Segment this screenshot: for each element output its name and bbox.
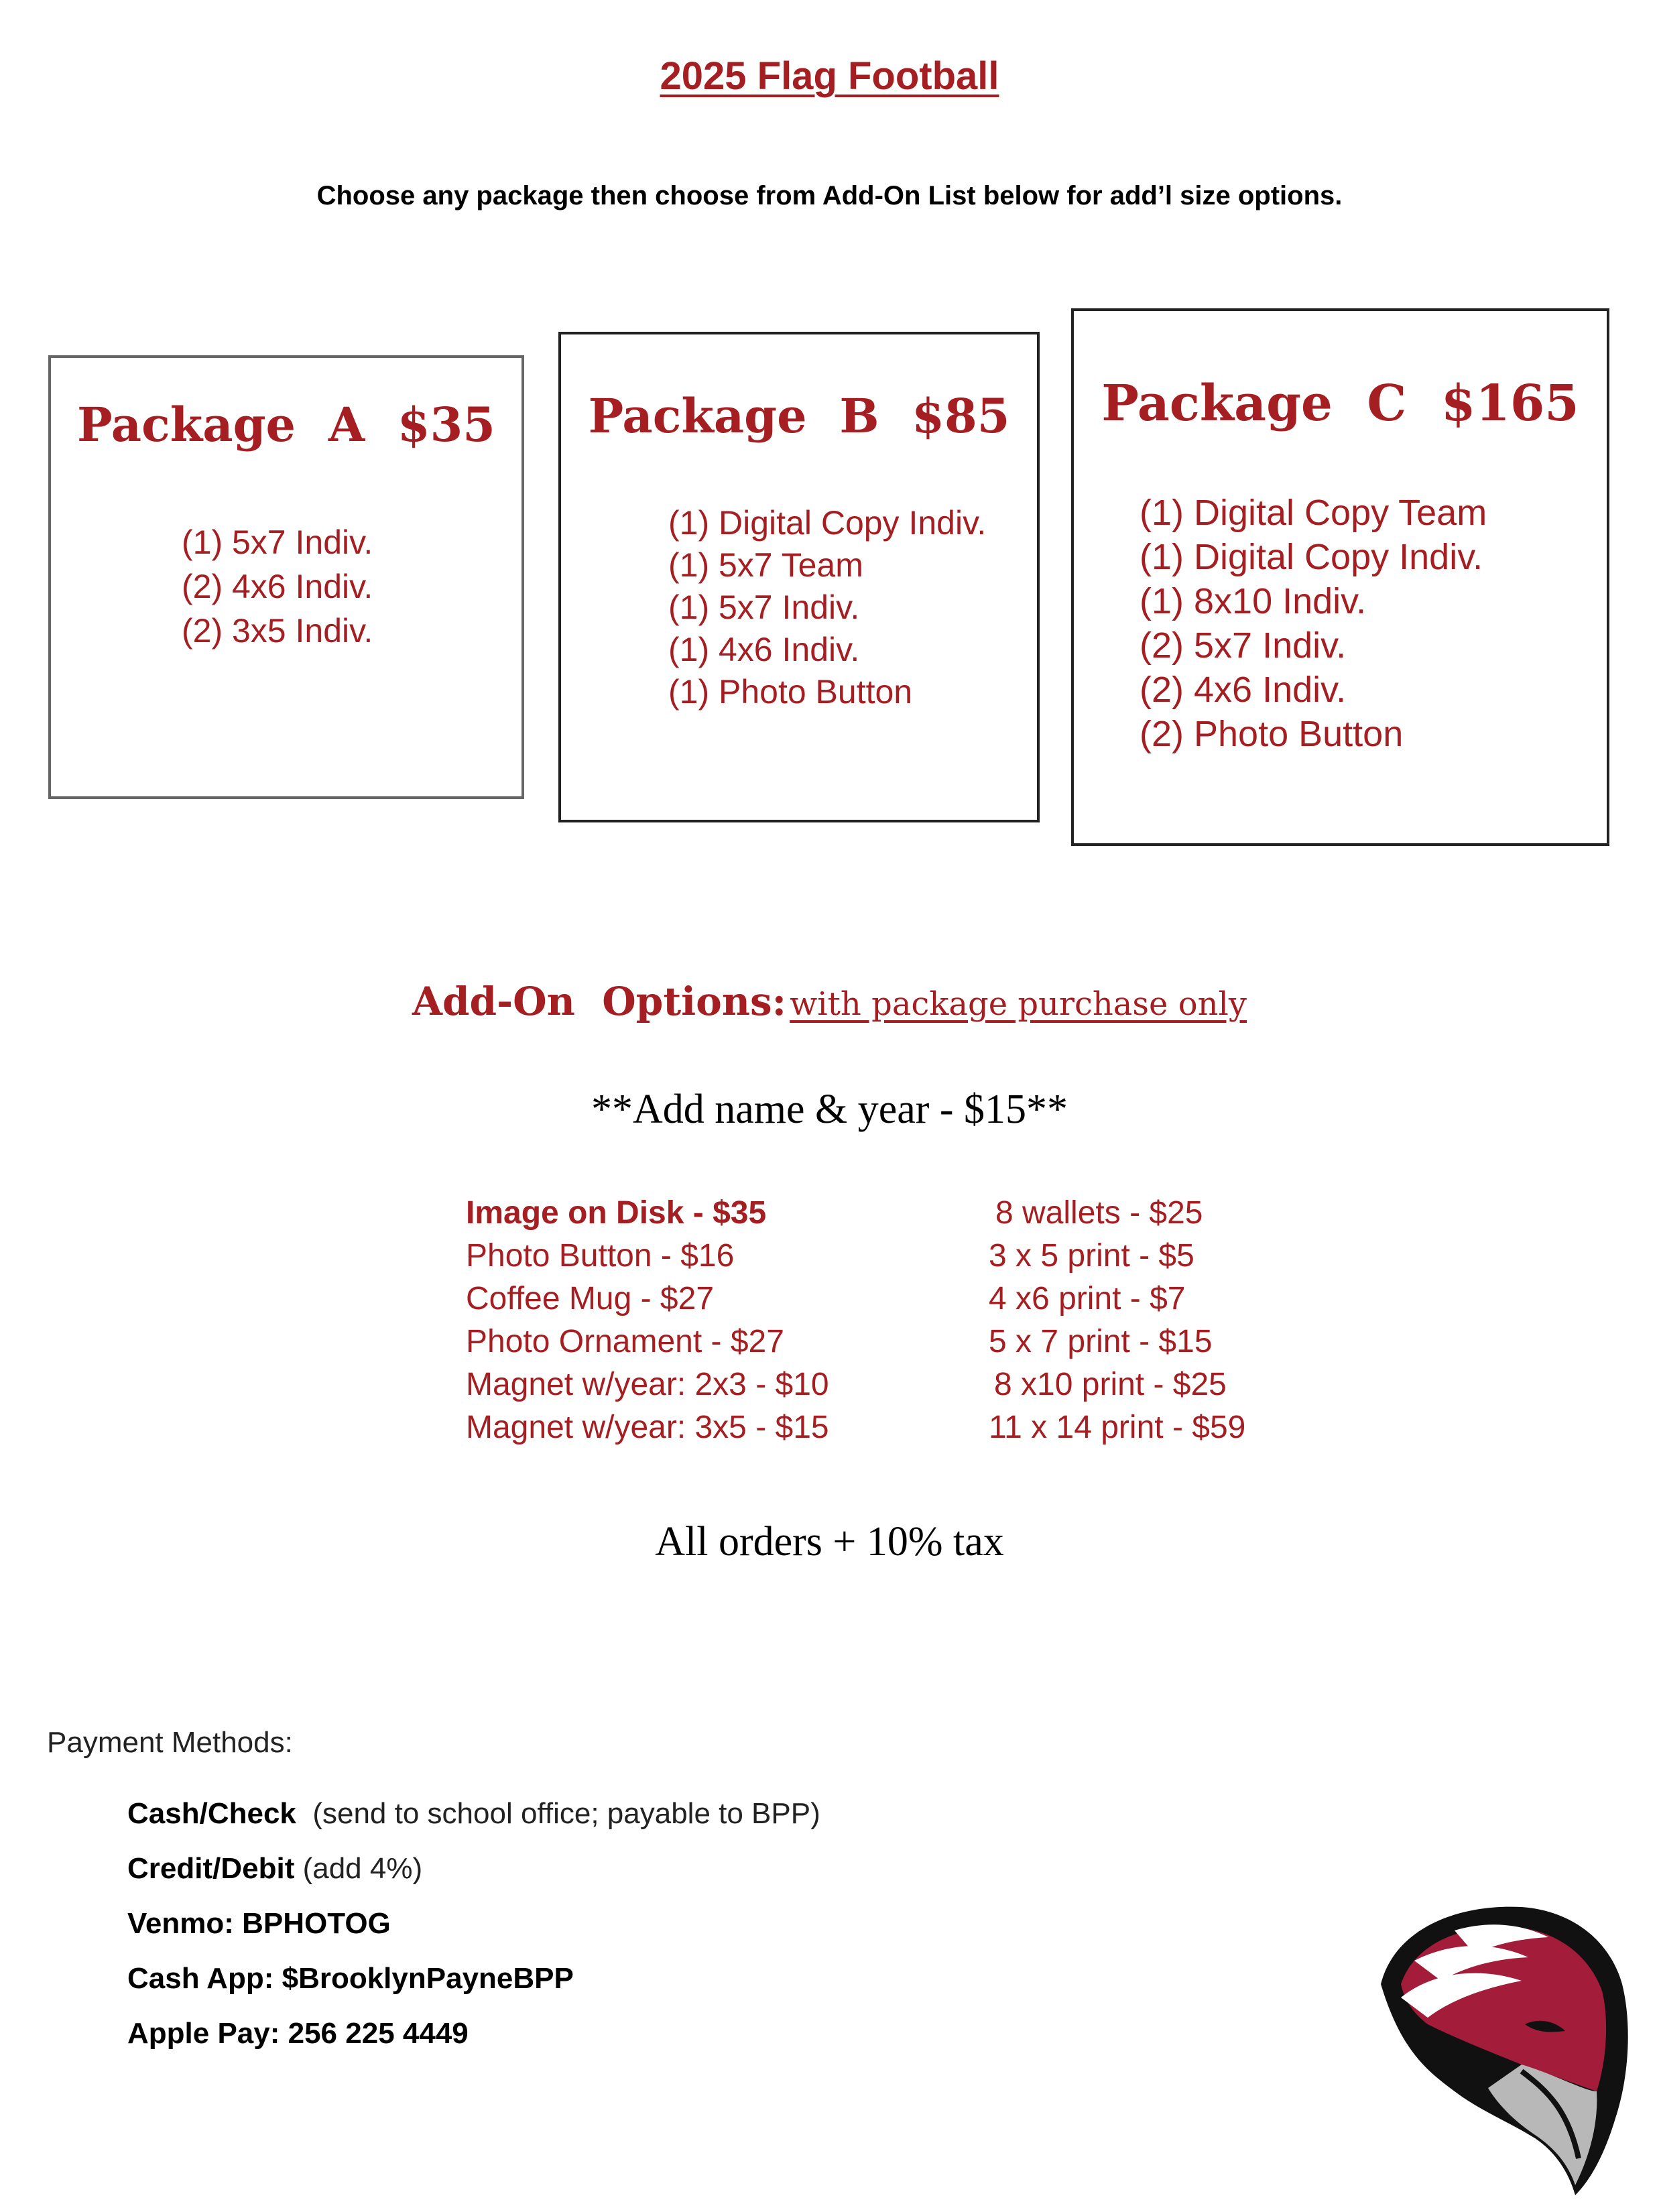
list-item: Image on Disk - $35 [466,1195,767,1231]
list-item: (1) 5x7 Team [668,546,863,584]
list-item: (2) 5x7 Indiv. [1140,625,1347,666]
package-b-title: Package B $85 [588,388,1010,444]
package-c-items [1140,491,1487,756]
hawk-mascot-icon [1354,1890,1636,2205]
list-item: 8 wallets - $25 [995,1195,1203,1231]
list-item: (2) 4x6 Indiv. [1140,670,1347,710]
list-item: (2) 3x5 Indiv. [182,612,373,650]
list-item: (1) 4x6 Indiv. [668,631,860,668]
list-item: (1) Digital Copy Indiv. [668,504,987,542]
addon-list-left [466,1192,829,1449]
name-year-addon: **Add name & year - $15** [591,1087,1068,1132]
list-item: 3 x 5 print - $5 [989,1238,1194,1274]
payment-method-name: Venmo: BPHOTOG [127,1907,391,1940]
addon-heading-label: Add-On Options: [412,979,787,1024]
tax-note: All orders + 10% tax [655,1519,1004,1564]
payment-method [127,1841,820,1896]
list-item: (1) 8x10 Indiv. [1140,581,1367,621]
payment-method [127,1951,820,2006]
package-b-items [668,502,986,713]
list-item: Magnet w/year: 2x3 - $10 [466,1367,829,1402]
list-item: Photo Button - $16 [466,1238,735,1274]
list-item: (1) 5x7 Indiv. [182,524,373,561]
list-item: Coffee Mug - $27 [466,1281,715,1316]
list-item: (1) Photo Button [668,673,913,711]
list-item: 8 x10 print - $25 [994,1367,1227,1402]
payment-method-note: (add 4%) [294,1852,423,1885]
package-a-title: Package A $35 [77,397,495,452]
list-item: Photo Ornament - $27 [466,1324,784,1359]
addon-heading-note: with package purchase only [790,985,1247,1023]
addon-list-right [989,1192,1245,1449]
payment-method [127,1786,820,1841]
payment-label: Payment Methods: [47,1726,293,1759]
payment-method-name: Credit/Debit [127,1852,295,1885]
package-a-card [48,355,524,799]
payment-method-name: Cash/Check [127,1797,296,1830]
list-item: (1) Digital Copy Team [1140,493,1487,533]
payment-method-note: (send to school office; payable to BPP) [296,1797,820,1830]
list-item: Magnet w/year: 3x5 - $15 [466,1410,829,1445]
addon-heading [0,979,1659,1024]
list-item: 4 x6 print - $7 [989,1281,1186,1316]
payment-method-name: Cash App: $BrooklynPayneBPP [127,1962,574,1995]
package-c-card [1071,308,1609,846]
list-item: (1) 5x7 Indiv. [668,589,860,626]
payment-method-name: Apple Pay: 256 225 4449 [127,2017,469,2050]
page-title: 2025 Flag Football [660,54,999,98]
list-item: 5 x 7 print - $15 [989,1324,1213,1359]
list-item: 11 x 14 print - $59 [989,1410,1246,1445]
payment-method [127,2006,820,2061]
package-a-items [182,520,373,653]
list-item: (1) Digital Copy Indiv. [1140,537,1483,577]
payment-method [127,1896,820,1951]
list-item: (2) Photo Button [1140,714,1404,754]
package-c-title: Package C $165 [1101,375,1579,432]
package-b-card [558,332,1040,822]
payment-methods [127,1786,820,2061]
list-item: (2) 4x6 Indiv. [182,568,373,605]
instructions-text: Choose any package then choose from Add-On List below for add’l size options. [316,181,1343,210]
